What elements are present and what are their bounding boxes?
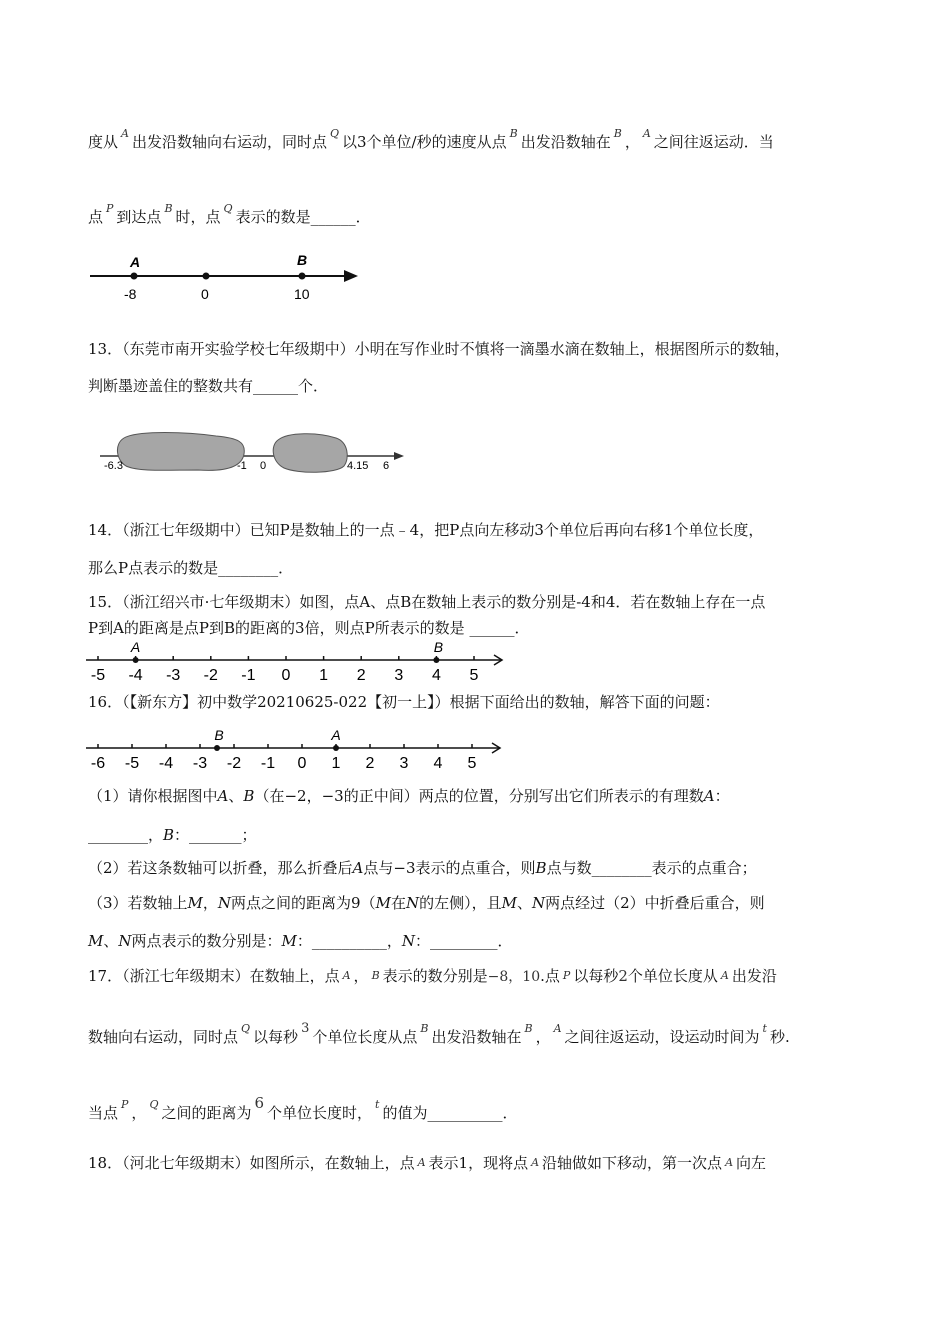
tick-label: -4	[128, 667, 143, 684]
text: 两点之间的距离为9（	[231, 894, 376, 912]
text: 以每秒	[253, 1028, 299, 1046]
tick-label: 3	[394, 667, 404, 684]
text: 时，点	[175, 208, 221, 226]
text: ：	[714, 787, 730, 805]
var-P: P	[121, 1098, 129, 1111]
point-B	[433, 657, 439, 663]
point-origin	[203, 273, 210, 280]
text: （1）请你根据图中	[88, 787, 218, 805]
text: 18．（河北七年级期末）如图所示，在数轴上，点	[88, 1154, 415, 1172]
var-t: t	[375, 1098, 380, 1111]
number-line-figure-13	[98, 428, 408, 478]
var-B: B	[613, 127, 622, 140]
var-N: N	[531, 894, 546, 912]
p13-line1: 13．（东莞市南开实验学校七年级期中）小明在写作业时不慎将一滴墨水滴在数轴上，根据图所示的数轴，	[88, 340, 790, 358]
text: 的值为__________．	[382, 1104, 518, 1122]
p12-line2	[88, 202, 371, 229]
point-A	[131, 273, 138, 280]
tick-label: -6.3	[104, 460, 123, 472]
var-Q: Q	[223, 202, 233, 215]
text: 以每秒	[573, 967, 619, 985]
var-B: B	[524, 1022, 533, 1035]
number: −8，10	[487, 969, 541, 985]
tick-label: 0	[260, 460, 267, 472]
text: 沿轴做如下移动，第一次点	[542, 1154, 723, 1172]
text: 向左	[736, 1154, 767, 1172]
text: ：_________．	[415, 932, 513, 950]
tick-label: -5	[124, 755, 140, 772]
var-B: B	[535, 859, 547, 877]
tick-label: -5	[90, 667, 106, 684]
text: 点与数________表示的点重合；	[546, 859, 757, 877]
tick-label: 5	[467, 755, 477, 772]
tick-label: -1	[260, 755, 276, 772]
text: （3）若数轴上	[88, 894, 188, 912]
tick-label: 0	[201, 286, 209, 302]
number-line-figure-15	[86, 636, 506, 684]
var-P: P	[106, 202, 114, 215]
label-A: A	[130, 639, 141, 655]
tick-label: 4.15	[347, 460, 369, 472]
number: 3	[301, 1021, 310, 1036]
tick-label: -4	[158, 755, 174, 772]
text: 17．（浙江七年级期末）在数轴上，点	[88, 967, 340, 985]
var-A: A	[553, 1022, 562, 1035]
label-B: B	[297, 252, 308, 268]
number: −3	[321, 787, 344, 805]
tick-label: 10	[294, 286, 310, 302]
var-M: M	[187, 894, 203, 912]
tick-label: 0	[281, 667, 291, 684]
var-N: N	[401, 932, 416, 950]
text: 之间往返运动．当	[653, 133, 774, 151]
text: 个单位长度从点	[312, 1028, 418, 1046]
text: 数轴向右运动，同时点	[88, 1028, 239, 1046]
tick-label: -1	[241, 667, 256, 684]
text: ，	[306, 787, 322, 805]
text: ________，	[88, 826, 164, 844]
var-A: A	[417, 1156, 426, 1169]
p17-line2	[88, 1021, 790, 1049]
text: ，	[624, 133, 640, 151]
var-Q: Q	[241, 1022, 251, 1035]
number: 2	[618, 967, 628, 985]
text: 、	[516, 894, 532, 912]
label-A: A	[331, 727, 341, 743]
var-N: N	[118, 932, 132, 950]
number-line-figure-16	[86, 724, 506, 776]
p18-line1	[88, 1153, 766, 1175]
var-A: A	[531, 1156, 540, 1169]
text: 之间往返运动，设运动时间为	[564, 1028, 760, 1046]
p16-q3-line2	[88, 931, 513, 951]
number: 6	[254, 1094, 265, 1112]
text: 以3个单位/秒的速度从点	[342, 133, 507, 151]
text: （2）若这条数轴可以折叠，那么折叠后	[88, 859, 353, 877]
label-B: B	[214, 727, 224, 743]
text: ，	[131, 1104, 147, 1122]
var-t: t	[762, 1022, 767, 1035]
tick-label: 2	[356, 667, 366, 684]
tick-label: 4	[433, 755, 443, 772]
text: 之间的距离为	[161, 1104, 252, 1122]
tick-label: 3	[399, 755, 409, 772]
text: ：_______；	[174, 826, 257, 844]
var-M: M	[88, 932, 104, 950]
text: 、	[103, 932, 119, 950]
p14-line2: 那么P点表示的数是________．	[88, 559, 294, 577]
text: 个单位长度从	[627, 967, 718, 985]
text: 的左侧），且	[419, 894, 502, 912]
text: 秒.	[769, 1028, 790, 1046]
var-A: A	[342, 969, 351, 982]
number-line-figure-12	[88, 248, 378, 308]
tick-label: -1	[237, 460, 247, 472]
var-A: A	[121, 127, 129, 140]
text: 到达点	[116, 208, 162, 226]
number: −3	[393, 859, 416, 877]
p16-q2	[88, 858, 757, 878]
label-B: B	[433, 639, 444, 655]
text: 当点	[88, 1104, 119, 1122]
var-A: A	[352, 859, 364, 877]
var-N: N	[217, 894, 232, 912]
text: 点与	[363, 859, 394, 877]
p14-line1: 14．（浙江七年级期中）已知P是数轴上的一点﹣4，把P点向左移动3个单位后再向右移1个单位长度，	[88, 521, 764, 539]
point-A	[333, 745, 339, 751]
var-A: A	[720, 969, 729, 982]
p15-line2: P到A的距离是点P到B的距离的3倍，则点P所表示的数是 ______．	[88, 619, 530, 637]
p17-line1	[88, 966, 777, 988]
var-B: B	[243, 787, 255, 805]
p13-line2: 判断墨迹盖住的整数共有______个．	[88, 377, 329, 395]
var-B: B	[509, 127, 518, 140]
var-A: A	[217, 787, 229, 805]
text: ，	[535, 1028, 551, 1046]
text: 度从	[88, 133, 119, 151]
var-B: B	[420, 1022, 429, 1035]
text: ：__________，	[296, 932, 402, 950]
p12-line1	[88, 127, 774, 154]
tick-label: 2	[365, 755, 375, 772]
var-P: P	[562, 969, 571, 982]
p16-q1-line1	[88, 786, 730, 806]
label-A: A	[130, 254, 141, 270]
tick-label: -3	[192, 755, 208, 772]
text: 表示的数分别是	[382, 967, 488, 985]
var-B: B	[164, 202, 173, 215]
tick-label: 5	[469, 667, 479, 684]
text: 出发沿数轴向右运动，同时点	[131, 133, 327, 151]
tick-label: -8	[124, 286, 137, 302]
tick-label: 4	[431, 667, 441, 684]
point-B	[214, 745, 220, 751]
text: 出发沿	[731, 967, 777, 985]
tick-label: -3	[166, 667, 181, 684]
text: 个单位长度时，	[267, 1104, 373, 1122]
text: 、	[228, 787, 244, 805]
text: （在	[254, 787, 285, 805]
p15-line1: 15．（浙江绍兴市·七年级期末）如图，点A、点B在数轴上表示的数分别是-4和4．若在数轴上存在一点	[88, 593, 766, 611]
axis-arrow	[344, 270, 358, 282]
ink-blot-right	[273, 434, 347, 473]
tick-label: 1	[319, 667, 329, 684]
var-B: B	[371, 969, 380, 982]
var-Q: Q	[329, 127, 340, 140]
tick-label: 0	[297, 755, 307, 772]
tick-label: -2	[203, 667, 218, 684]
text: 表示1，现将点	[428, 1154, 529, 1172]
p16-q1-line2	[88, 825, 257, 845]
text: 出发沿数轴在	[431, 1028, 522, 1046]
tick-label: -6	[90, 755, 106, 772]
var-M: M	[281, 932, 297, 950]
tick-label: 6	[383, 460, 390, 472]
var-A: A	[725, 1156, 734, 1169]
var-M: M	[375, 894, 391, 912]
tick-label: 1	[331, 755, 341, 772]
point-B	[299, 273, 306, 280]
var-B: B	[163, 826, 175, 844]
number: −2	[284, 787, 307, 805]
var-N: N	[405, 894, 420, 912]
tick-label: -2	[226, 755, 242, 772]
text: 出发沿数轴在	[520, 133, 611, 151]
p17-line3	[88, 1094, 518, 1125]
text: ，	[353, 967, 369, 985]
text: 两点表示的数分别是：	[131, 932, 282, 950]
point-A	[133, 657, 139, 663]
text: 点	[88, 208, 104, 226]
var-Q: Q	[149, 1098, 159, 1111]
text: 的正中间）两点的位置，分别写出它们所表示的有理数	[343, 787, 704, 805]
text: 两点经过（2）中折叠后重合，则	[545, 894, 765, 912]
text: 表示的数是______．	[235, 208, 371, 226]
ink-blot-left	[117, 433, 244, 471]
var-A: A	[703, 787, 715, 805]
text: .点	[540, 967, 560, 985]
text: 在	[390, 894, 406, 912]
text: 表示的点重合，则	[415, 859, 536, 877]
p16-line1: 16．（【新东方】初中数学20210625-022【初一上】）根据下面给出的数轴，解答下面的问题：	[88, 693, 720, 711]
p16-q3-line1	[88, 893, 765, 913]
axis-arrow	[394, 452, 404, 460]
var-A: A	[642, 127, 651, 140]
text: ，	[202, 894, 218, 912]
var-M: M	[501, 894, 517, 912]
